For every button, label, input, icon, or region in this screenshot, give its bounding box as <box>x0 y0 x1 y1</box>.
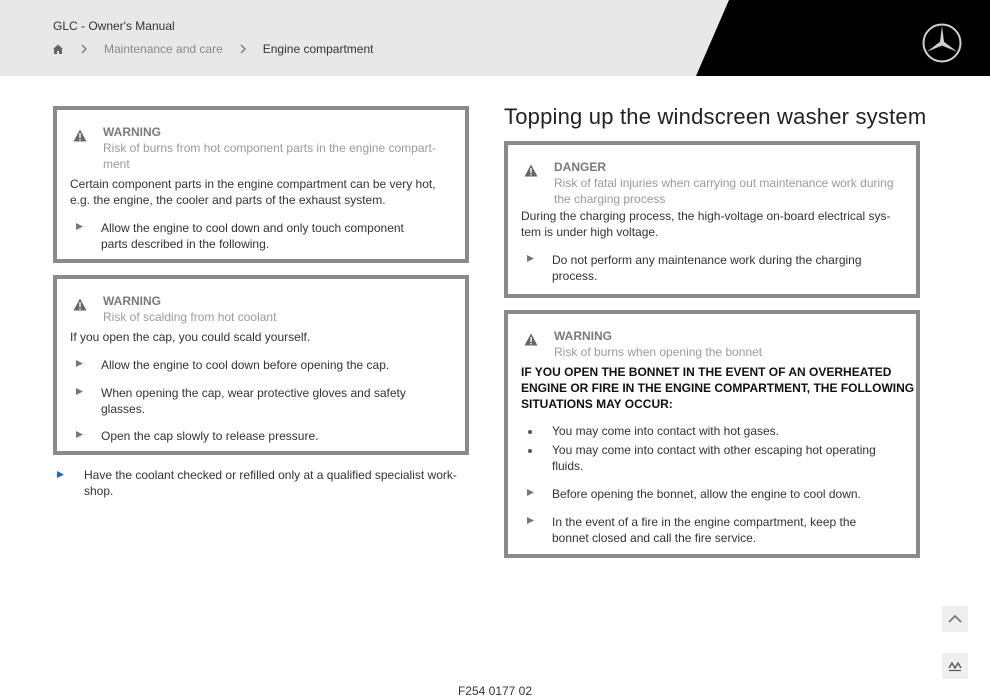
arrow-right-icon <box>527 517 534 524</box>
arrow-right-icon <box>76 388 83 395</box>
scroll-to-top-button[interactable] <box>942 606 968 632</box>
chevron-up-icon <box>947 611 963 627</box>
warning-title: WARNING <box>103 294 161 308</box>
page-mark-button[interactable] <box>942 653 968 679</box>
warning-triangle-icon <box>73 298 87 311</box>
instruction-step: Allow the engine to cool down and only touch component <box>101 221 404 235</box>
chevron-right-icon <box>78 43 90 55</box>
instruction-step: shop. <box>84 484 114 498</box>
arrow-right-icon <box>527 489 534 496</box>
warning-caps-text: ENGINE OR FIRE IN THE ENGINE COMPARTMENT, THE FOLLOWING <box>521 381 915 395</box>
warning-box-coolant <box>53 275 469 455</box>
warning-body: If you open the cap, you could scald yourself. <box>70 330 311 344</box>
warning-body: e.g. the engine, the cooler and parts of the exhaust system. <box>70 193 386 207</box>
instruction-step: Before opening the bonnet, allow the engine to cool down. <box>552 487 861 501</box>
instruction-step: In the event of a fire in the engine compartment, keep the <box>552 515 857 529</box>
warning-box-bonnet <box>504 310 920 558</box>
danger-subtitle: Risk of fatal injuries when carrying out maintenance work during <box>554 176 894 190</box>
warning-subtitle: Risk of burns when opening the bonnet <box>554 345 763 359</box>
warning-triangle-icon <box>73 129 87 142</box>
arrow-right-icon <box>76 223 83 230</box>
warning-caps-text: SITUATIONS MAY OCCUR: <box>521 397 673 411</box>
warning-subtitle: Risk of scalding from hot coolant <box>103 310 277 324</box>
warning-caps-text: IF YOU OPEN THE BONNET IN THE EVENT OF AN OVERHEATED <box>521 365 892 379</box>
mercedes-star-logo <box>921 22 963 64</box>
warning-triangle-icon <box>524 333 538 346</box>
instruction-step: Do not perform any maintenance work during the charging <box>552 253 862 267</box>
danger-body: During the charging process, the high-voltage on-board electrical sys- <box>521 209 891 223</box>
instruction-step: When opening the cap, wear protective gloves and safety <box>101 386 406 400</box>
list-item: fluids. <box>552 459 584 473</box>
home-icon[interactable] <box>52 43 64 55</box>
list-item: You may come into contact with other escaping hot operating <box>552 443 876 457</box>
danger-body: tem is under high voltage. <box>521 225 659 239</box>
manual-title: GLC - Owner's Manual <box>53 19 175 33</box>
warning-body: Certain component parts in the engine compartment can be very hot, <box>70 177 436 191</box>
instruction-step: bonnet closed and call the fire service. <box>552 531 757 545</box>
warning-subtitle: ment <box>103 157 130 171</box>
warning-subtitle: Risk of burns from hot component parts in the engine compart- <box>103 141 436 155</box>
list-item: You may come into contact with hot gases. <box>552 424 780 438</box>
breadcrumb <box>52 42 373 56</box>
danger-subtitle: the charging process <box>554 192 666 206</box>
warning-triangle-icon <box>524 164 538 177</box>
instruction-step: process. <box>552 269 598 283</box>
instruction-step: Allow the engine to cool down before opening the cap. <box>101 358 390 372</box>
image-code: F254 0177 02 <box>457 684 533 698</box>
warning-title: WARNING <box>103 125 161 139</box>
danger-title: DANGER <box>554 160 607 174</box>
arrow-right-icon <box>76 431 83 438</box>
warning-box-hot-components <box>53 106 469 263</box>
instruction-step: Have the coolant checked or refilled only at a qualified specialist work- <box>84 468 457 482</box>
danger-box-charging <box>504 141 920 298</box>
arrow-right-icon <box>527 255 534 262</box>
arrow-right-icon <box>76 360 83 367</box>
bullet-point <box>528 449 532 453</box>
instruction-step: parts described in the following. <box>101 237 270 251</box>
warning-title: WARNING <box>554 329 612 343</box>
page-mark-icon <box>947 658 963 674</box>
breadcrumb-maintenance[interactable]: Maintenance and care <box>104 42 223 56</box>
chevron-right-icon <box>237 43 249 55</box>
arrow-right-icon <box>57 471 64 478</box>
instruction-step: glasses. <box>101 402 146 416</box>
breadcrumb-current: Engine compartment <box>262 42 374 56</box>
section-heading: Topping up the windscreen washer system <box>504 104 927 129</box>
instruction-step: Open the cap slowly to release pressure. <box>101 429 319 443</box>
bullet-point <box>528 430 532 434</box>
